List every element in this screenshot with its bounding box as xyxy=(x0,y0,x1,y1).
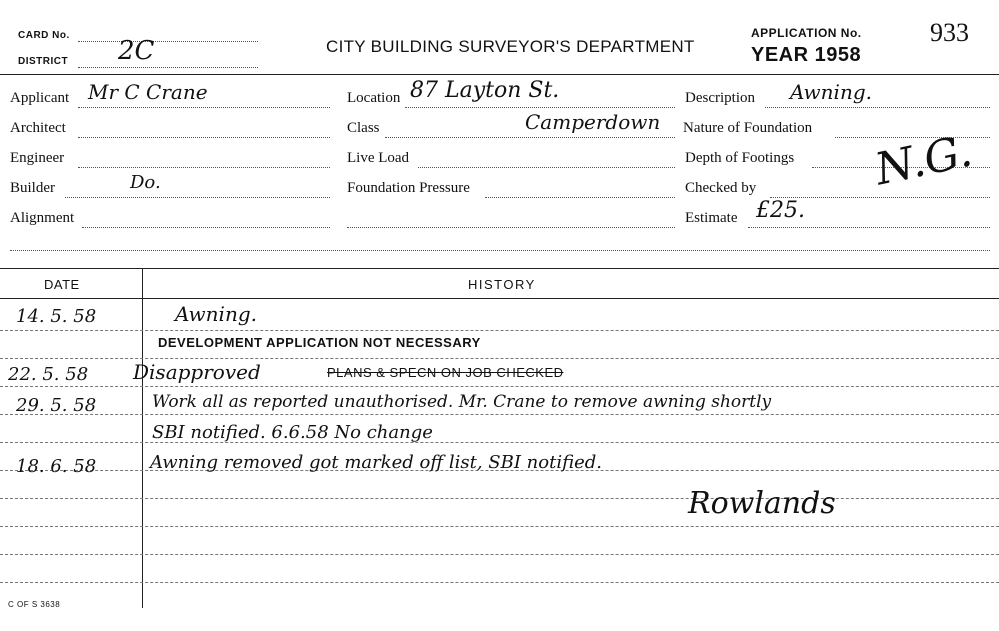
foundation-pressure-label: Foundation Pressure xyxy=(347,180,470,196)
builder-value: Do. xyxy=(130,172,161,193)
nature-of-foundation-label: Nature of Foundation xyxy=(683,120,813,136)
row-date: 18. 6. 58 xyxy=(16,456,97,477)
card-no-label: CARD No. xyxy=(18,30,70,41)
middle-blank-line xyxy=(347,227,675,228)
description-label: Description xyxy=(685,90,755,106)
history-entry: Awning. xyxy=(175,302,257,326)
depth-of-footings-label: Depth of Footings xyxy=(685,150,795,166)
alignment-line xyxy=(82,227,330,228)
table-rule xyxy=(0,526,999,527)
checked-by-label: Checked by xyxy=(685,180,757,196)
table-header-border xyxy=(0,298,999,299)
department-title: CITY BUILDING SURVEYOR'S DEPARTMENT xyxy=(326,37,695,56)
description-line xyxy=(765,107,990,108)
district-label: DISTRICT xyxy=(18,56,69,67)
builder-line xyxy=(65,197,330,198)
card-no-line xyxy=(78,41,258,42)
class-label: Class xyxy=(347,120,380,136)
row-date: 29. 5. 58 xyxy=(16,395,97,416)
date-column-divider xyxy=(142,268,143,608)
location-value: 87 Layton St. xyxy=(410,78,560,103)
location-line xyxy=(405,107,675,108)
form-top-border xyxy=(0,74,999,75)
architect-line xyxy=(78,137,330,138)
application-no-value: 933 xyxy=(930,18,969,47)
applicant-label: Applicant xyxy=(10,90,70,106)
table-rule xyxy=(0,442,999,443)
officer-signature: Rowlands xyxy=(688,486,836,521)
district-line xyxy=(78,67,258,68)
location-label: Location xyxy=(347,90,401,106)
table-top-border xyxy=(0,268,999,269)
estimate-label: Estimate xyxy=(685,210,738,226)
application-no-label: APPLICATION No. xyxy=(751,26,862,40)
history-entry: Disapproved xyxy=(133,360,261,384)
class-line xyxy=(385,137,675,138)
architect-label: Architect xyxy=(10,120,66,136)
year-label: YEAR 1958 xyxy=(751,44,862,66)
live-load-line xyxy=(418,167,675,168)
table-rule xyxy=(0,554,999,555)
row-date: 22. 5. 58 xyxy=(8,364,89,385)
plans-checked-stamp: PLANS & SPECN ON JOB CHECKED xyxy=(327,365,564,380)
table-rule xyxy=(0,358,999,359)
history-header: HISTORY xyxy=(468,277,536,292)
checker-initials: N.G. xyxy=(870,125,977,196)
history-entry: Awning removed got marked off list, SBI notified. xyxy=(150,452,602,473)
row-date: 14. 5. 58 xyxy=(16,306,97,327)
table-rule xyxy=(0,498,999,499)
builder-label: Builder xyxy=(10,180,55,196)
estimate-value: £25. xyxy=(756,198,805,223)
engineer-line xyxy=(78,167,330,168)
engineer-label: Engineer xyxy=(10,150,65,166)
description-value: Awning. xyxy=(790,80,872,104)
applicant-line xyxy=(78,107,330,108)
alignment-label: Alignment xyxy=(10,210,75,226)
fields-bottom-line xyxy=(10,250,990,251)
form-code: C OF S 3638 xyxy=(8,600,61,609)
history-entry: Work all as reported unauthorised. Mr. Crane to remove awning shortly xyxy=(152,392,772,412)
table-rule xyxy=(0,414,999,415)
live-load-label: Live Load xyxy=(347,150,410,166)
applicant-value: Mr C Crane xyxy=(88,80,208,104)
table-rule xyxy=(0,386,999,387)
development-stamp: DEVELOPMENT APPLICATION NOT NECESSARY xyxy=(158,335,481,350)
estimate-line xyxy=(748,227,990,228)
class-value: Camperdown xyxy=(525,110,661,134)
table-rule xyxy=(0,330,999,331)
date-header: DATE xyxy=(44,277,80,292)
history-entry: SBI notified. 6.6.58 No change xyxy=(152,422,433,443)
table-rule xyxy=(0,582,999,583)
foundation-pressure-line xyxy=(485,197,675,198)
district-value: 2C xyxy=(118,36,155,66)
